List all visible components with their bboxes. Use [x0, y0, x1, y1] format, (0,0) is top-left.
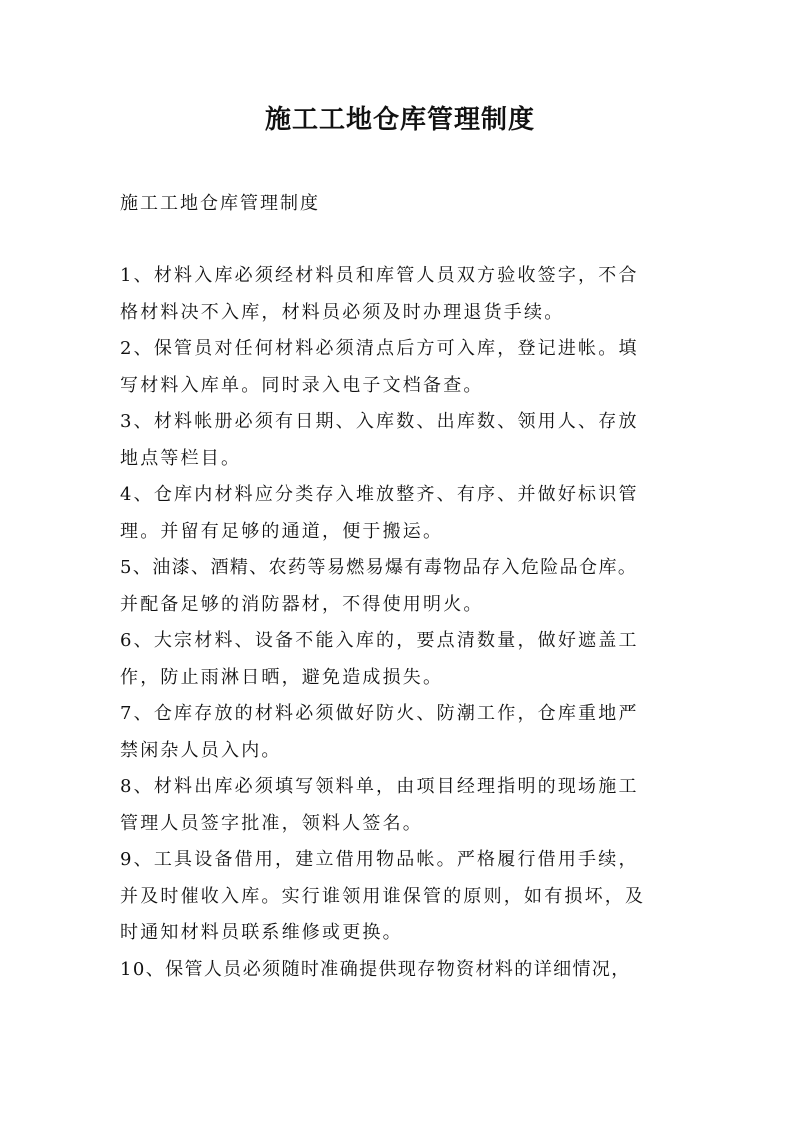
text-line: 格材料决不入库，材料员必须及时办理退货手续。 [120, 301, 565, 323]
document-body [120, 258, 690, 988]
text-line: 9、工具设备借用，建立借用物品帐。严格履行借用手续， [120, 849, 639, 870]
document-subtitle: 施工工地仓库管理制度 [120, 193, 320, 214]
text-line: 禁闲杂人员入内。 [120, 739, 282, 761]
text-line: 时通知材料员联系维修或更换。 [120, 922, 403, 943]
text-line: 3、材料帐册必须有日期、入库数、出库数、领用人、存放 [120, 411, 639, 432]
text-line: 地点等栏目。 [120, 447, 242, 469]
text-line: 8、材料出库必须填写领料单，由项目经理指明的现场施工 [120, 776, 639, 797]
text-line: 写材料入库单。同时录入电子文档备查。 [120, 374, 484, 396]
text-line: 5、油漆、酒精、农药等易燃易爆有毒物品存入危险品仓库。 [120, 557, 638, 578]
text-line: 作，防止雨淋日晒，避免造成损失。 [120, 666, 444, 688]
text-line: 4、仓库内材料应分类存入堆放整齐、有序、并做好标识管 [120, 484, 639, 505]
text-line: 1、材料入库必须经材料员和库管人员双方验收签字，不合 [120, 265, 639, 286]
text-line: 管理人员签字批准，领料人签名。 [120, 812, 423, 834]
text-line: 并配备足够的消防器材，不得使用明火。 [120, 593, 484, 615]
text-line: 7、仓库存放的材料必须做好防火、防潮工作，仓库重地严 [120, 703, 639, 724]
text-line: 理。并留有足够的通道，便于搬运。 [120, 520, 444, 542]
text-line: 10、保管人员必须随时准确提供现存物资材料的详细情况， [120, 958, 631, 980]
text-line: 2、保管员对任何材料必须清点后方可入库，登记进帐。填 [120, 338, 639, 359]
text-line: 6、大宗材料、设备不能入库的，要点清数量，做好遮盖工 [120, 630, 639, 651]
text-line: 并及时催收入库。实行谁领用谁保管的原则，如有损坏，及 [120, 885, 646, 907]
document-title: 施工工地仓库管理制度 [264, 105, 535, 135]
